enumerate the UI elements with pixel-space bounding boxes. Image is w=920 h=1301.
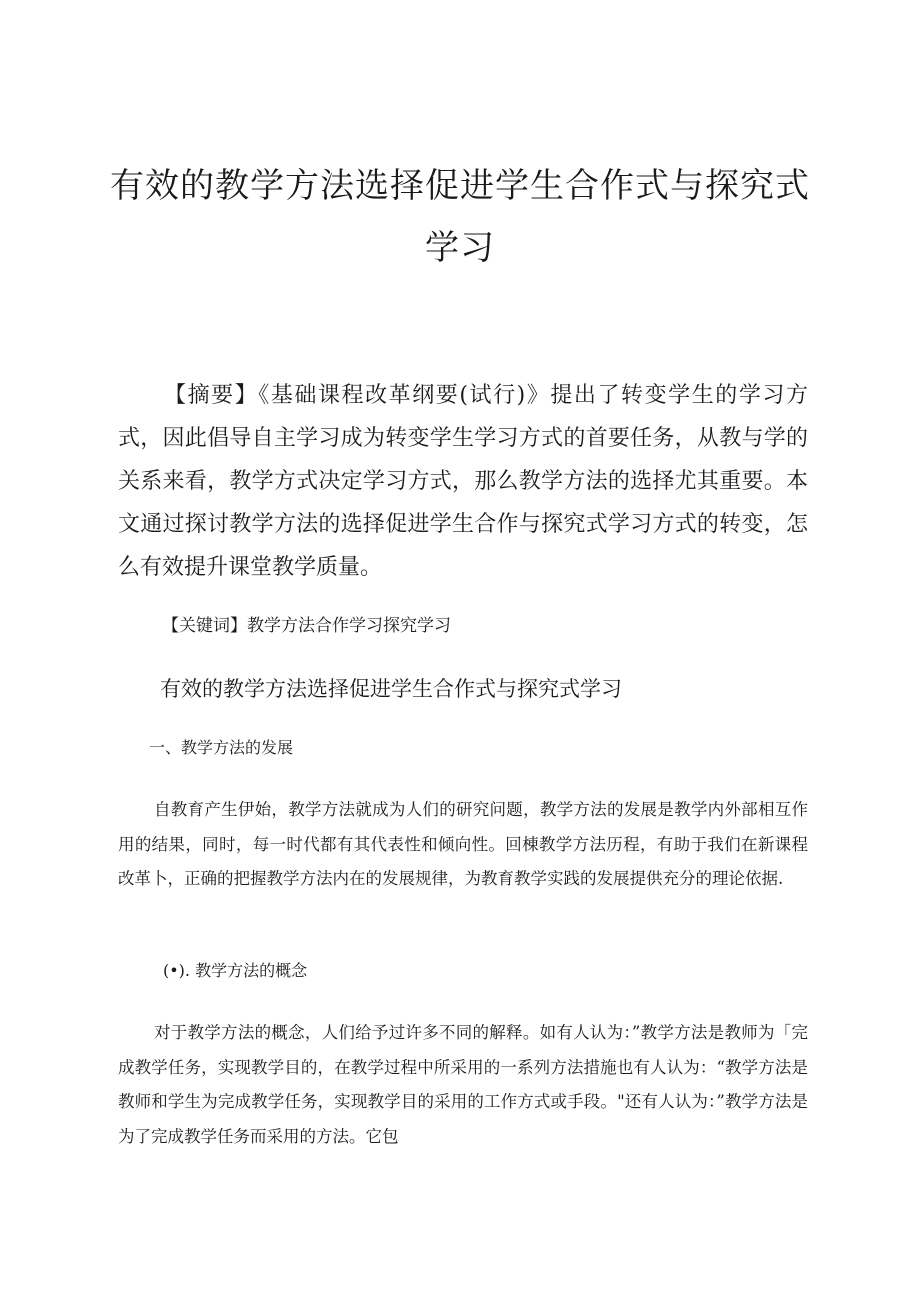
abstract-paragraph: 【摘要】《基础课程改革纲要(试行)》提出了转变学生的学习方式，因此倡导自主学习成为转变学生学习方式的首要任务，从教与学的关系来看，教学方式决定学习方式，那么教学方法的选择尤其重要。本文通过探讨教学方法的选择促进学生合作与探究式学习方式的转变，怎么有效提升课堂教学质量。	[118, 383, 808, 580]
document-subtitle: 有效的教学方法选择促进学生合作式与探究式学习	[160, 677, 622, 701]
keywords-line: 【关键词】教学方法合作学习探究学习	[162, 616, 451, 636]
document-title-line2: 学习	[425, 228, 495, 268]
subsection-heading-1: (•). 教学方法的概念	[163, 961, 308, 980]
document-title-line1: 有效的教学方法选择促进学生合作式与探究式	[110, 166, 810, 206]
subsection-1-paragraph: 对于教学方法的概念，人们给予过许多不同的解释。如有人认为：”教学方法是教师为「完成教学任务，实现教学目的，在教学过程中所采用的一系列方法措施也有人认为：“教学方法是教师和学生为完成教学任务，实现教学目的采用的工作方式或手段。"还有人认为：”教学方法是为了完成教学任务而采用的方法。它包	[118, 1023, 808, 1146]
section-1-paragraph: 自教育产生伊始，教学方法就成为人们的研究问题，教学方法的发展是教学内外部相互作用的结果，同时，每一时代都有其代表性和倾向性。回棟教学方法历程，有助于我们在新课程改革卜，正确的把握教学方法内在的发展规律，为教育教学实践的发展提供充分的理论依据.	[118, 800, 808, 888]
section-heading-1: 一、教学方法的发展	[149, 738, 294, 757]
